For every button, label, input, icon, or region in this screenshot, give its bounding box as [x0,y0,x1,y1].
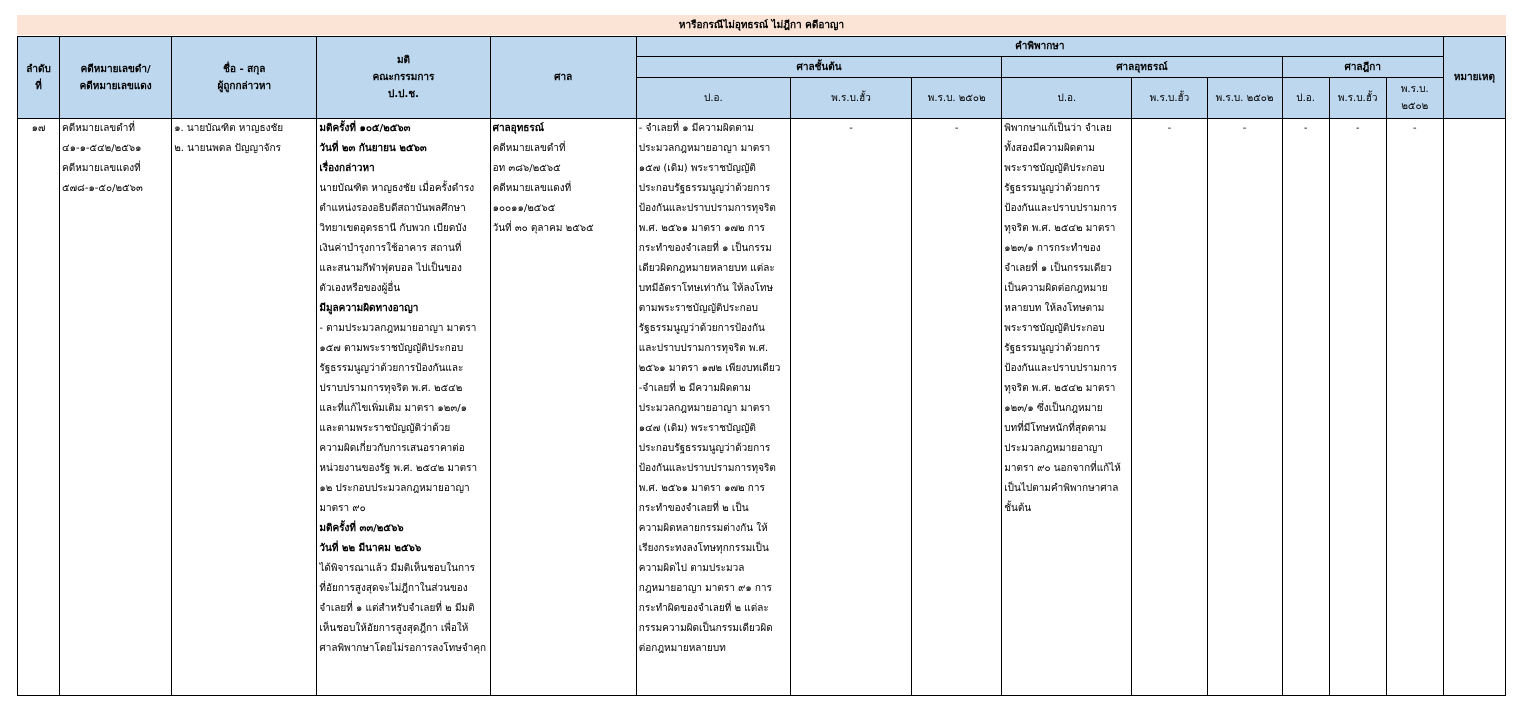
header-first-act-hua: พ.ร.บ.ฮั้ว [790,78,911,119]
cell-court: ศาลอุทธรณ์ คดีหมายเลขดำที่ อท ๓๘๖/๒๕๖๕ คดีหมายเลขแดงที่ ๑๐๐๑๑/๒๕๖๕ วันที่ ๓๐ ตุลาคม ๒๕๖๕ [490,119,636,696]
header-supreme-act-hua: พ.ร.บ.ฮั้ว [1329,78,1386,119]
cell-resolution: มติครั้งที่ ๑๐๕/๒๕๖๓ วันที่ ๒๓ กันยายน ๒๕๖๓ เรื่องกล่าวหา นายบัณฑิต หาญธงชัย เมื่อครั้งดำรง ตำแหน่งรองอธิบดีสถาบันพลศึกษา วิทยาเขตอุดรธานี กับพวก เบียดบัง เงินค่าบำรุงการใช้อาคาร สถานที่ และสนามกีฬาฟุตบอล ไปเป็นของ ตัวเองหรือของผู้อื่น มีมูลความผิดทางอาญา - ตามประมวลกฎหมายอาญา มาตรา ๑๕๗ ตามพระราชบัญญัติประกอบ รัฐธรรมนูญว่าด้วยการป้องกันและ ปราบปรามการทุจริต พ.ศ. ๒๕๔๒ และที่แก้ไขเพิ่มเติม มาตรา ๑๒๓/๑ และตามพระราชบัญญัติว่าด้วย ความผิดเกี่ยวกับการเสนอราคาต่อ หน่วยงานของรัฐ พ.ศ. ๒๕๔๒ มาตรา ๑๒ ประกอบประมวลกฎหมายอาญา มาตรา ๙๐ มติครั้งที่ ๓๓/๒๕๖๖ วันที่ ๒๒ มีนาคม ๒๕๖๖ ได้พิจารณาแล้ว มีมติเห็นชอบในการ ที่อัยการสูงสุดจะไม่ฎีกาในส่วนของ จำเลยที่ ๑ แต่สำหรับจำเลยที่ ๒ มีมติ เห็นชอบให้อัยการสูงสุดฎีกา เพื่อให้ ศาลพิพากษาโดยไม่รอการลงโทษจำคุก [317,119,490,696]
header-case-no: คดีหมายเลขดำ/ คดีหมายเลขแดง [60,37,172,119]
cell-order: ๑๗ [18,119,60,696]
table-row [18,119,1506,696]
cell-appeal-po: พิพากษาแก้เป็นว่า จำเลย ทั้งสองมีความผิดตาม พระราชบัญญัติประกอบ รัฐธรรมนูญว่าด้วยการ ป้องกันและปราบปรามการ ทุจริต พ.ศ. ๒๕๔๒ มาตรา ๑๒๓/๑ การกระทำของ จำเลยที่ ๑ เป็นกรรมเดียว เป็นความผิดต่อกฎหมาย หลายบท ให้ลงโทษตาม พระราชบัญญัติประกอบ รัฐธรรมนูญว่าด้วยการ ป้องกันและปราบปรามการ ทุจริต พ.ศ. ๒๕๔๒ มาตรา ๑๒๓/๑ ซึ่งเป็นกฎหมาย บทที่มีโทษหนักที่สุดตาม ประมวลกฎหมายอาญา มาตรา ๙๐ นอกจากที่แก้ไห้ เป็นไปตามคำพิพากษาศาล ชั้นต้น [1002,119,1132,696]
header-appeal-po: ป.อ. [1002,78,1132,119]
sheet-title: หารือกรณีไม่อุทธรณ์ ไม่ฎีกา คดีอาญา [17,15,1506,35]
header-appeal-court: ศาลอุทธรณ์ [1002,57,1282,78]
header-appeal-act-hua: พ.ร.บ.ฮั้ว [1132,78,1207,119]
header-first-instance: ศาลชั้นต้น [636,57,1001,78]
cell-first-act-2502: - [912,119,1002,696]
cell-case-no: คดีหมายเลขดำที่ ๔๑-๑-๕๔๒/๒๕๖๑ คดีหมายเลขแดงที่ ๕๗๘-๑-๕๐/๒๕๖๓ [60,119,172,696]
cell-appeal-act-hua: - [1132,119,1207,696]
cell-names: ๑. นายบัณฑิต หาญธงชัย ๒. นายนพดล ปัญญาจักร [172,119,317,696]
cell-appeal-act-2502: - [1207,119,1282,696]
header-remark: หมายเหตุ [1443,37,1505,119]
cell-supreme-act-hua: - [1329,119,1386,696]
case-table [17,36,1506,696]
cell-first-po: - จำเลยที่ ๑ มีความผิดตาม ประมวลกฎหมายอาญา มาตรา ๑๕๗ (เดิม) พระราชบัญญัติ ประกอบรัฐธรรมนูญว่าด้วยการ ป้องกันและปราบปรามการทุจริต พ.ศ. ๒๕๖๑ มาตรา ๑๗๒ การ กระทำของจำเลยที่ ๑ เป็นกรรม เดียวผิดกฎหมายหลายบท แต่ละ บทมีอัตราโทษเท่ากัน ให้ลงโทษ ตามพระราชบัญญัติประกอบ รัฐธรรมนูญว่าด้วยการป้องกัน และปราบปรามการทุจริต พ.ศ. ๒๕๖๑ มาตรา ๑๗๒ เพียงบทเดียว -จำเลยที่ ๒ มีความผิดตาม ประมวลกฎหมายอาญา มาตรา ๑๔๗ (เดิม) พระราชบัญญัติ ประกอบรัฐธรรมนูญว่าด้วยการ ป้องกันและปราบปรามการทุจริต พ.ศ. ๒๕๖๑ มาตรา ๑๗๒ การ กระทำของจำเลยที่ ๒ เป็น ความผิดหลายกรรมต่างกัน ให้ เรียงกระทงลงโทษทุกกรรมเป็น ความผิดไป ตามประมวล กฎหมายอาญา มาตรา ๙๑ การ กระทำผิดของจำเลยที่ ๒ แต่ละ กรรมความผิดเป็นกรรมเดียวผิด ต่อกฎหมายหลายบท [636,119,790,696]
header-order: ลำดับ ที่ [18,37,60,119]
header-resolution: มติ คณะกรรมการ ป.ป.ช. [317,37,490,119]
cell-first-act-hua: - [790,119,911,696]
header-supreme-po: ป.อ. [1282,78,1329,119]
header-first-act-2502: พ.ร.บ. ๒๕๐๒ [912,78,1002,119]
cell-remark [1443,119,1505,696]
header-judgment: คำพิพากษา [636,37,1443,57]
header-supreme-court: ศาลฎีกา [1282,57,1443,78]
header-appeal-act-2502: พ.ร.บ. ๒๕๐๒ [1207,78,1282,119]
header-first-po: ป.อ. [636,78,790,119]
header-supreme-act-2502: พ.ร.บ. ๒๕๐๒ [1386,78,1443,119]
cell-supreme-act-2502: - [1386,119,1443,696]
header-name: ชื่อ - สกุล ผู้ถูกกล่าวหา [172,37,317,119]
header-court: ศาล [490,37,636,119]
cell-supreme-po: - [1282,119,1329,696]
